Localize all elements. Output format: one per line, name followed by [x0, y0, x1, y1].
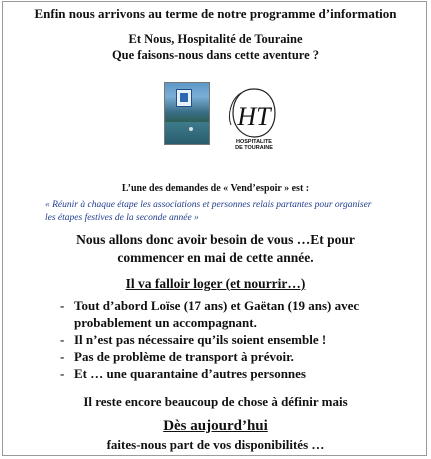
logo-caption-line-1: HOSPITALITE	[236, 139, 272, 145]
list-item-1-line-1: Tout d’abord Loïse (17 ans) et Gaëtan (19 ans) avec	[74, 298, 360, 313]
brochure-badge-icon	[176, 89, 192, 107]
list-dash: -	[60, 298, 65, 313]
call-to-action: Dès aujourd’hui	[163, 418, 268, 434]
needs-list	[60, 297, 420, 382]
request-intro: L’une des demandes de « Vend’espoir » est :	[121, 183, 310, 194]
list-dash: -	[60, 332, 65, 347]
brochure-photo	[164, 82, 210, 145]
list-item	[60, 297, 420, 331]
subtitle-line-1: Et Nous, Hospitalité de Touraine	[128, 32, 303, 46]
logo-caption-line-2: DE TOURAINE	[235, 145, 273, 151]
list-item	[60, 348, 420, 365]
remaining-text: Il reste encore beaucoup de chose à définir mais	[83, 394, 348, 409]
request-quote	[45, 199, 390, 225]
list-item	[60, 365, 420, 382]
brochure-boat-icon	[189, 127, 193, 131]
housing-heading: Il va falloir loger (et nourrir…)	[125, 276, 306, 291]
request-quote-line-1: « Réunir à chaque étape les associations et personnes relais partantes pour organiser	[45, 200, 372, 210]
subtitle-line-2: Que faisons-nous dans cette aventure ?	[111, 48, 320, 62]
intro-heading: Enfin nous arrivons au terme de notre programme d’information	[34, 6, 397, 21]
list-item-4: Et … une quarantaine d’autres personnes	[74, 366, 306, 381]
list-item-2: Il n’est pas nécessaire qu’ils soient ensemble !	[74, 332, 327, 347]
list-dash: -	[60, 366, 65, 381]
closing-text: faites-nous part de vos disponibilités …	[106, 437, 325, 452]
logo-initials: HT	[237, 102, 271, 131]
document-frame	[2, 1, 427, 456]
hospitalite-logo-icon	[223, 85, 285, 151]
brochure-water	[165, 122, 209, 144]
list-item-3: Pas de problème de transport à prévoir.	[74, 349, 294, 364]
request-quote-line-2: les étapes festives de la seconde année »	[45, 213, 199, 223]
need-line-2: commencer en mai de cette année.	[117, 250, 314, 265]
list-dash: -	[60, 349, 65, 364]
need-line-1: Nous allons donc avoir besoin de vous …Et pour	[76, 232, 355, 247]
list-item	[60, 331, 420, 348]
list-item-1-line-2: probablement un accompagnant.	[74, 315, 257, 330]
